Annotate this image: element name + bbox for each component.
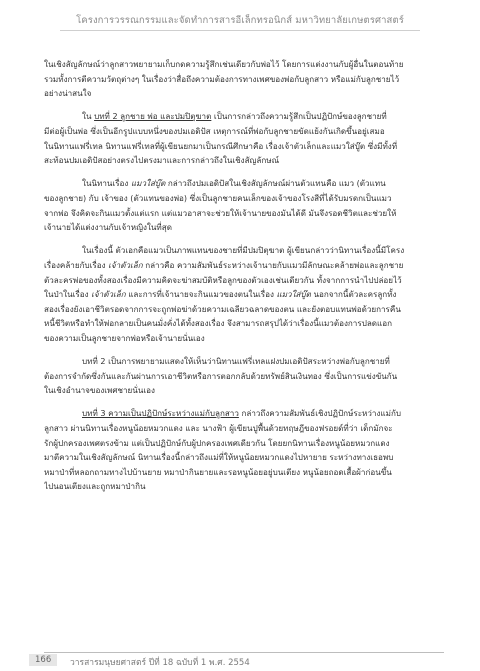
text-line <box>44 406 436 421</box>
paragraph <box>44 109 436 167</box>
text-line <box>44 86 436 101</box>
body-text <box>44 57 436 503</box>
story-title: เจ้าตัวเล็ก <box>91 289 126 300</box>
text-segment: บทที่ 2 เป็นการพยายามแสดงให้เห็นว่านิทานแฟรี่เทลแฝงปมเอดิปัสระหว่างพ่อกับลูกชายที่ <box>82 356 390 367</box>
text-line <box>44 436 436 451</box>
text-line <box>44 331 436 346</box>
text-line <box>44 176 436 191</box>
text-segment: ในเชิงสัญลักษณ์ว่าลูกสาวพยายามเก็บกดความรู้สึกเช่นเดียวกับพ่อไว้ โดยการแต่งงานกับผู้อื่นในตอนท้าย <box>44 59 404 69</box>
text-line <box>44 273 436 288</box>
text-line <box>44 57 436 72</box>
text-segment: รวมทั้งการตีความวัตถุต่างๆ ในเรื่องว่าสื่อถึงความต้องการทางเพศของพ่อกับลูกสาว หรือแม่กับลูกชายไว้ <box>44 73 400 84</box>
text-line <box>44 302 436 317</box>
text-segment: และการที่เจ้านายจะกินแมวของตนในเรื่อง <box>125 289 277 300</box>
paragraph <box>44 243 436 345</box>
text-line <box>44 479 436 494</box>
text-segment: ของลูกชาย) กับ เจ้าของ (ตัวแทนของพ่อ) ซึ่งเป็นลูกชายคนเล็กของเจ้าของโรงสีที่ได้รับมรดกเป็นแมว <box>44 192 392 203</box>
text-line <box>44 220 436 235</box>
text-line <box>44 450 436 465</box>
journal-citation: วารสารมนุษยศาสตร์ ปีที่ 18 ฉบับที่ 1 พ.ศ. 2554 <box>70 658 250 668</box>
text-line <box>44 139 436 154</box>
text-segment: ในนิทานเรื่อง <box>82 178 131 189</box>
text-line <box>44 354 436 369</box>
text-segment: สะท้อนปมเอดิปัสอย่างตรงไปตรงมาและการกล่าวถึงในเชิงสัญลักษณ์ <box>44 155 280 166</box>
text-segment: สองเรื่องยังเอาชีวิตรอดจากการจะถูกพ่อฆ่าด้วยความเฉลียวฉลาดของตน และยังตอบแทนพ่อด้วยการคืน <box>44 303 401 314</box>
text-segment: มาตีความในเชิงสัญลักษณ์ นิทานเรื่องนี้กล่าวถึงแม่ที่ให้หนูน้อยหมวกแดงไปหายาย ระหว่างทางเธอพบ <box>44 452 394 463</box>
running-header: โครงการวรรณกรรมและจัดทำการสารอีเล็กทรอนิกส์ มหาวิทยาลัยเกษตรศาสตร์ <box>76 15 404 26</box>
text-segment: กล่าวคือ ความสัมพันธ์ระหว่างเจ้านายกับแมวมีลักษณะคล้ายพ่อและลูกชาย <box>142 259 404 270</box>
text-line <box>44 72 436 87</box>
text-line <box>44 421 436 436</box>
story-title: แมวใส่บู๊ต <box>130 178 166 189</box>
text-segment: นอกจากนี้ตัวละครลูกทั้ง <box>310 289 397 300</box>
text-line <box>44 465 436 480</box>
text-segment: มีต่อผู้เป็นพ่อ ซึ่งเป็นอีกรูปแบบหนึ่งของปมเอดิปัส เหตุการณ์ที่พ่อกับลูกชายขัดแย้งกันเกิดขึ้นอยู่เสมอ <box>44 125 385 136</box>
text-line <box>44 243 436 258</box>
story-title: แมวใส่บู๊ต <box>276 289 311 300</box>
text-segment: ในป่าในเรื่อง <box>44 289 92 300</box>
text-segment: ไปนอนเตียงและถูกหมาป่ากิน <box>44 481 146 492</box>
text-segment: ใน <box>82 111 95 122</box>
text-segment: ของความเป็นลูกชายจากพ่อหรือเจ้านายนั่นเอง <box>44 332 205 343</box>
text-line <box>44 124 436 139</box>
chapter-heading: บทที่ 3 ความเป็นปฏิปักษ์ระหว่างแม่กับลูกสาว <box>82 408 239 419</box>
text-segment: ลูกสาว ผ่านนิทานเรื่องหนูน้อยหมวกแดง และ นางฟ้า ผู้เขียนปูพื้นด้วยทฤษฎีของฟรอยด์ที่ว่า เด็กมักจะ <box>44 423 393 434</box>
text-segment: จากพ่อ จึงคิดจะกินแมวตั้งแต่แรก แต่แมวอาสาจะช่วยให้เจ้านายของมันได้ดี มันจึงรอดชีวิตและช่วยให้ <box>44 207 397 218</box>
text-line <box>44 316 436 331</box>
text-line <box>44 287 436 302</box>
text-segment: ในนิทานแฟรี่เทล นิทานแฟรี่เทลที่ผู้เขียนยกมาเป็นกรณีศึกษาคือ เรื่องเจ้าตัวเล็กและแมวใส่บู๊ต ซึ่งมีทั้งที่ <box>44 140 398 151</box>
paragraph <box>44 406 436 494</box>
text-line <box>44 383 436 398</box>
text-segment: กล่าวถึงความสัมพันธ์เชิงปฏิปักษ์ระหว่างแม่กับ <box>238 408 402 419</box>
text-line <box>44 191 436 206</box>
text-segment: เจ้านายได้แต่งงานกับเจ้าหญิงในที่สุด <box>44 222 172 233</box>
text-segment: หนี้ชีวิตหรือทำให้พ่อกลายเป็นคนมั่งคั่งได้ทั้งสองเรื่อง จึงสามารถสรุปได้ว่าเรื่องนี้แมวต้องการปลดแอก <box>44 318 393 329</box>
text-segment: ในเรื่องนี้ ตัวเอกคือแมวเป็นภาพแทนของชายที่มีปมปิตุฆาต ผู้เขียนกล่าวว่านิทานเรื่องนี้มีโครง <box>82 245 405 256</box>
paragraph <box>44 176 436 234</box>
text-segment: อย่างน่าสนใจ <box>44 88 92 99</box>
header-divider <box>60 30 420 31</box>
text-line <box>44 109 436 124</box>
text-segment: เรื่องคล้ายกับเรื่อง <box>44 259 109 270</box>
footer-divider <box>44 652 444 653</box>
paragraph <box>44 354 436 398</box>
chapter-heading: บทที่ 2 ลูกชาย พ่อ และปมปิตุฆาต <box>94 111 212 122</box>
text-segment: ในเชิงอำนาจของเพศชายนั่นเอง <box>44 385 155 396</box>
text-line <box>44 369 436 384</box>
text-line <box>44 258 436 273</box>
paragraph <box>44 57 436 101</box>
page-number: 166 <box>29 654 57 666</box>
story-title: เจ้าตัวเล็ก <box>108 259 143 270</box>
text-segment: เป็นการกล่าวถึงความรู้สึกเป็นปฏิปักษ์ของลูกชายที่ <box>211 111 387 122</box>
text-segment: ตัวละครพ่อของทั้งสองเรื่องมีความคิดจะฆ่าสมบัติหรือลูกของตัวเองเช่นเดียวกัน ทั้งจากการนำไปปล่อยไว้ <box>44 274 402 285</box>
text-segment: รักผู้ปกครองเพศตรงข้าม แต่เป็นปฏิปักษ์กับผู้ปกครองเพศเดียวกัน โดยยกนิทานเรื่องหนูน้อยหมวกแดง <box>44 437 390 448</box>
text-segment: กล่าวถึงปมเอดิปัสในเชิงสัญลักษณ์ผ่านตัวแทนคือ แมว (ตัวแทน <box>165 178 386 189</box>
text-segment: ต้องการจำกัดซึ่งกันและกันผ่านการเอาชีวิตหรือการตอกกลับด้วยทรัพย์สินเงินทอง ซึ่งเป็นการแข่งขันกัน <box>44 370 398 381</box>
text-segment: หมาป่าที่หลอกถามทางไปบ้านยาย หมาป่ากินยายและรอหนูน้อยอยู่บนเตียง หนูน้อยถอดเสื้อผ้าก่อนขึ้น <box>44 466 392 477</box>
text-line <box>44 153 436 168</box>
text-line <box>44 206 436 221</box>
